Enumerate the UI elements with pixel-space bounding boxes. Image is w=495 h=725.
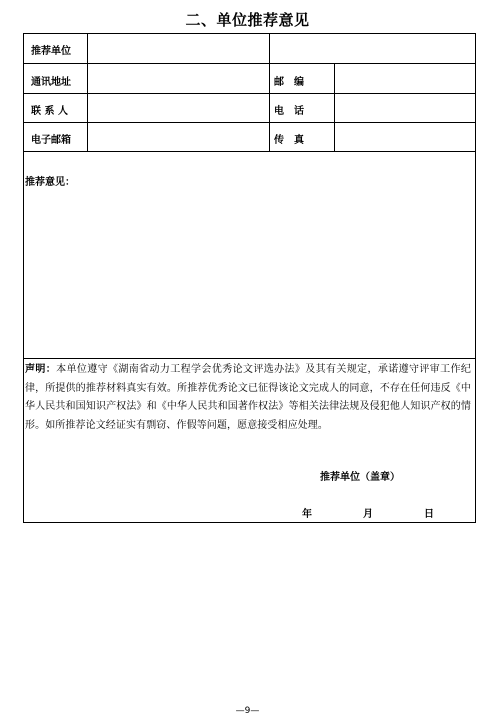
declaration-heading: 声明： bbox=[25, 364, 57, 375]
unit-value-field[interactable] bbox=[88, 34, 269, 63]
fax-label: 传 真 bbox=[274, 135, 304, 146]
postcode-value-field[interactable] bbox=[335, 64, 475, 93]
fax-value-field[interactable] bbox=[335, 123, 475, 151]
phone-label: 电 话 bbox=[274, 106, 304, 117]
email-label: 电子邮箱 bbox=[31, 135, 71, 146]
contact-label: 联 系 人 bbox=[31, 106, 68, 117]
email-value-field[interactable] bbox=[88, 123, 269, 151]
address-value-field[interactable] bbox=[88, 64, 269, 93]
unit-seal-label: 推荐单位（盖章） bbox=[320, 472, 400, 483]
phone-value-field[interactable] bbox=[335, 94, 475, 122]
recommendation-form bbox=[23, 33, 476, 523]
row-divider bbox=[24, 358, 475, 359]
address-label: 通讯地址 bbox=[31, 77, 71, 88]
unit-label: 推荐单位 bbox=[31, 46, 71, 57]
section-title: 二、单位推荐意见 bbox=[185, 11, 310, 29]
opinion-text-area[interactable] bbox=[25, 189, 474, 357]
row-divider bbox=[24, 151, 475, 152]
year-label: 年 bbox=[302, 509, 312, 520]
declaration-paragraph bbox=[25, 361, 471, 435]
day-label: 日 bbox=[424, 509, 434, 520]
contact-value-field[interactable] bbox=[88, 94, 269, 122]
declaration-text: 本单位遵守《湖南省动力工程学会优秀论文评选办法》及其有关规定，承诺遵守评审工作纪律，所提供的推荐材料真实有效。所推荐优秀论文已征得该论文完成人的同意，不存在任何违反《中华人民共和国知识产权法》和《中华人民共和国著作权法》等相关法律法规及侵犯他人知识产权的情形。如所推荐论文经证实有剽窃、作假等问题，愿意接受相应处理。 bbox=[25, 364, 471, 431]
postcode-label: 邮 编 bbox=[274, 77, 304, 88]
opinion-label: 推荐意见： bbox=[25, 177, 75, 188]
page-number: —9— bbox=[235, 706, 260, 716]
month-label: 月 bbox=[363, 509, 373, 520]
unit-extra-field[interactable] bbox=[270, 34, 475, 63]
